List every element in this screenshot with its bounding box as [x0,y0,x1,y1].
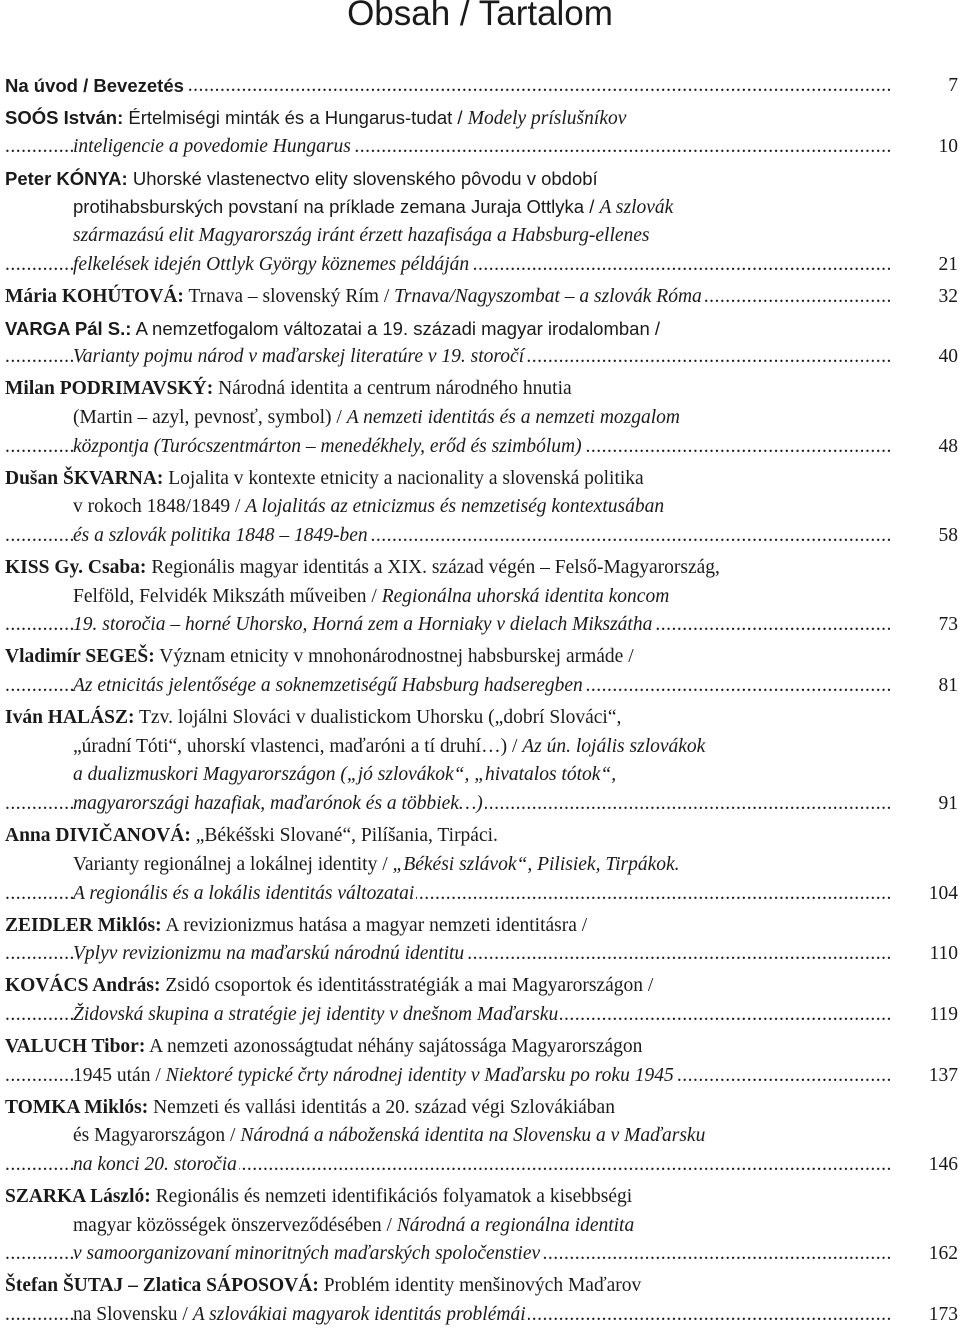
toc-line [5,672,960,701]
title-text: v rokoch 1848/1849 / [73,496,246,518]
toc-line [5,193,960,222]
page-number: 137 [898,1062,958,1091]
title-text: Varianty regionálnej a lokálnej identity / [73,853,393,875]
title-text: Értelmiségi minták és a Hungarus-tudat / [123,106,468,128]
author-name: Iván HALÁSZ: [5,707,135,729]
translated-title: Varianty pojmu národ v maďarskej literatúre v 19. storočí [73,346,525,368]
translated-title: származású elit Magyarország iránt érzett hazafisága a Habsburg-ellenes [73,225,650,247]
toc-entry [5,912,960,969]
author-name: Milan PODRIMAVSKÝ: [5,378,214,400]
title-text: Regionális és nemzeti identifikációs folyamatok a kisebbségi [150,1185,633,1207]
toc-line [5,165,960,194]
author-name: ZEIDLER Miklós: [5,914,162,936]
translated-title: Národná a náboženská identita na Slovensku a v Maďarsku [240,1125,706,1147]
toc-entry [5,822,960,908]
toc-line [5,1212,960,1241]
toc-line [5,1272,960,1301]
toc-line [5,251,960,280]
toc-line [5,880,960,909]
title-text: protihabsburských povstaní na príklade zemana Juraja Ottlyka / [73,196,600,218]
toc-line [5,1033,960,1062]
translated-title: inteligencie a povedomie Hungarus [73,135,351,157]
toc-line [5,1062,960,1091]
toc-line [5,583,960,612]
author-name: KISS Gy. Csaba: [5,557,147,579]
title-text: Uhorské vlastenectvo elity slovenského pôvodu v období [127,167,598,189]
translated-title: A lojalitás az etnicizmus és nemzetiség kontextusában [245,496,665,518]
page-title: Obsah / Tartalom [347,0,613,33]
title-text: Lojalita v kontexte etnicity a nacionality a slovenská politika [163,467,644,489]
page-number: 119 [898,1001,958,1030]
toc-line [5,404,960,433]
page-number: 110 [898,940,958,969]
author-name: Mária KOHÚTOVÁ: [5,285,184,307]
title-text: Zsidó csoportok és identitásstratégiák a mai Magyarországon / [160,975,654,997]
toc-line [5,733,960,762]
toc-entry [5,704,960,819]
toc-line [5,465,960,494]
author-name: VALUCH Tibor: [5,1035,146,1057]
page-number: 7 [898,72,958,101]
toc-entry [5,972,960,1029]
toc-line [5,940,960,969]
toc-entry [5,165,960,280]
title-text: A nemzeti azonosságtudat néhány sajátossága Magyarországon [145,1035,643,1057]
title-text: Národná identita a centrum národného hnutia [213,378,572,400]
toc-entry [5,315,960,372]
toc-entry [5,283,960,312]
translated-title: magyarországi hazafiak, maďarónok és a többiek…) [73,793,483,815]
translated-title: v samoorganizovaní minoritných maďarských spoločenstiev [73,1243,541,1265]
toc-entry [5,465,960,551]
toc-line [5,1183,960,1212]
toc-line [5,375,960,404]
toc-line [5,283,960,312]
author-name: Štefan ŠUTAJ – Zlatica SÁPOSOVÁ: [5,1275,319,1297]
author-name: KOVÁCS András: [5,975,161,997]
translated-title: felkelések idején Ottlyk György köznemes példáján [73,253,470,275]
author-name: Na úvod / Bevezetés [5,75,184,96]
translated-title: na konci 20. storočia [73,1153,237,1175]
toc-line [5,822,960,851]
translated-title: Az etnicitás jelentősége a soknemzetiségű Habsburg hadseregben [73,675,583,697]
page-number: 104 [898,880,958,909]
author-name: SZARKA László: [5,1185,151,1207]
toc-line [5,761,960,790]
title-text: magyar közösségek önszerveződésében / [73,1214,397,1236]
translated-title: Národná a regionálna identita [396,1214,635,1236]
toc-line [5,433,960,462]
toc-entry [5,1033,960,1090]
toc-line [5,104,960,133]
translated-title: 19. storočia – horné Uhorsko, Horná zem a Horniaky v dielach Mikszátha [73,614,653,636]
translated-title: Regionálna uhorská identita koncom [381,585,670,607]
title-text: Tzv. lojálni Slováci v dualistickom Uhorsku („dobrí Slováci“, [134,707,622,729]
toc-entry [5,1183,960,1269]
translated-title: Az ún. lojális szlovákok [522,735,706,757]
title-text: Význam etnicity v mnohonárodnostnej habsburskej armáde / [154,646,634,668]
toc-line [5,72,960,101]
title-text: Trnava – slovenský Rím / [183,285,395,307]
page-number: 173 [898,1301,958,1330]
page-number: 81 [898,672,958,701]
page-number: 40 [898,343,958,372]
page-number: 162 [898,1240,958,1269]
toc-line [5,522,960,551]
toc-line [5,790,960,819]
translated-title: A nemzeti identitás és a nemzeti mozgalom [346,407,680,429]
toc-line [5,972,960,1001]
title-text: Nemzeti és vallási identitás a 20. század végi Szlovákiában [148,1096,615,1118]
title-text: „Békéšski Slované“, Pilíšania, Tirpáci. [190,825,498,847]
toc-entry [5,554,960,640]
page-number: 10 [898,133,958,162]
translated-title: Modely príslušníkov [467,107,627,129]
translated-title: A szlovákiai magyarok identitás problémái [192,1303,526,1325]
translated-title: Vplyv revizionizmu na maďarskú národnú identitu [73,943,465,965]
page-number: 91 [898,790,958,819]
author-name: Peter KÓNYA: [5,167,128,189]
author-name: Dušan ŠKVARNA: [5,467,164,489]
page-number: 21 [898,251,958,280]
translated-title: központja (Turócszentmárton – menedékhely, erőd és szimbólum) [73,435,582,457]
page-number: 73 [898,611,958,640]
toc-line [5,643,960,672]
author-name: Vladimír SEGEŠ: [5,646,155,668]
title-text: na Slovensku / [73,1303,193,1325]
toc-line [5,554,960,583]
page-number: 32 [898,283,958,312]
translated-title: Trnava/Nagyszombat – a szlovák Róma [394,285,702,307]
toc-line [5,1094,960,1123]
toc-line [5,851,960,880]
translated-title: és a szlovák politika 1848 – 1849-ben [73,525,368,547]
title-text: és Magyarországon / [73,1125,241,1147]
author-name: TOMKA Miklós: [5,1096,149,1118]
toc-line [5,1122,960,1151]
author-name: VARGA Pál S.: [5,317,132,339]
translated-title: A regionális és a lokális identitás változatai [73,882,415,904]
translated-title: Niektoré typické črty národnej identity v Maďarsku po roku 1945 [165,1064,674,1086]
page-number: 58 [898,522,958,551]
toc-line [5,1001,960,1030]
toc-line [5,1240,960,1269]
title-text: 1945 után / [73,1064,166,1086]
toc-entry [5,1094,960,1180]
table-of-contents [5,72,960,1333]
title-text: Regionális magyar identitás a XIX. század végén – Felső-Magyarország, [146,557,720,579]
toc-line [5,343,960,372]
page-number: 48 [898,433,958,462]
toc-entry [5,643,960,700]
page-number: 146 [898,1151,958,1180]
title-text: (Martin – azyl, pevnosť, symbol) / [73,407,347,429]
toc-entry [5,375,960,461]
toc-line [5,1301,960,1330]
toc-entry [5,72,960,101]
toc-line [5,133,960,162]
translated-title: a dualizmuskori Magyarországon („jó szlovákok“, „hivatalos tótok“, [73,764,617,786]
toc-line [5,704,960,733]
title-text: „úradní Tóti“, uhorskí vlastenci, maďaróni a tí druhí…) / [73,735,523,757]
toc-line [5,493,960,522]
toc-line [5,222,960,251]
title-text: Problém identity menšinových Maďarov [318,1275,642,1297]
toc-entry [5,104,960,161]
title-text: Felföld, Felvidék Mikszáth műveiben / [73,585,382,607]
translated-title: A szlovák [599,197,674,219]
translated-title: „Békési szlávok“, Pilisiek, Tirpákok. [392,853,680,875]
translated-title: Židovská skupina a stratégie jej identity v dnešnom Maďarsku [73,1003,559,1025]
title-text: A revizionizmus hatása a magyar nemzeti identitásra / [161,914,588,936]
author-name: SOÓS István: [5,106,124,128]
toc-line [5,315,960,344]
author-name: Anna DIVIČANOVÁ: [5,825,191,847]
toc-line [5,912,960,941]
toc-entry [5,1272,960,1329]
toc-line [5,611,960,640]
title-text: A nemzetfogalom változatai a 19. századi magyar irodalomban / [131,317,661,339]
toc-line [5,1151,960,1180]
